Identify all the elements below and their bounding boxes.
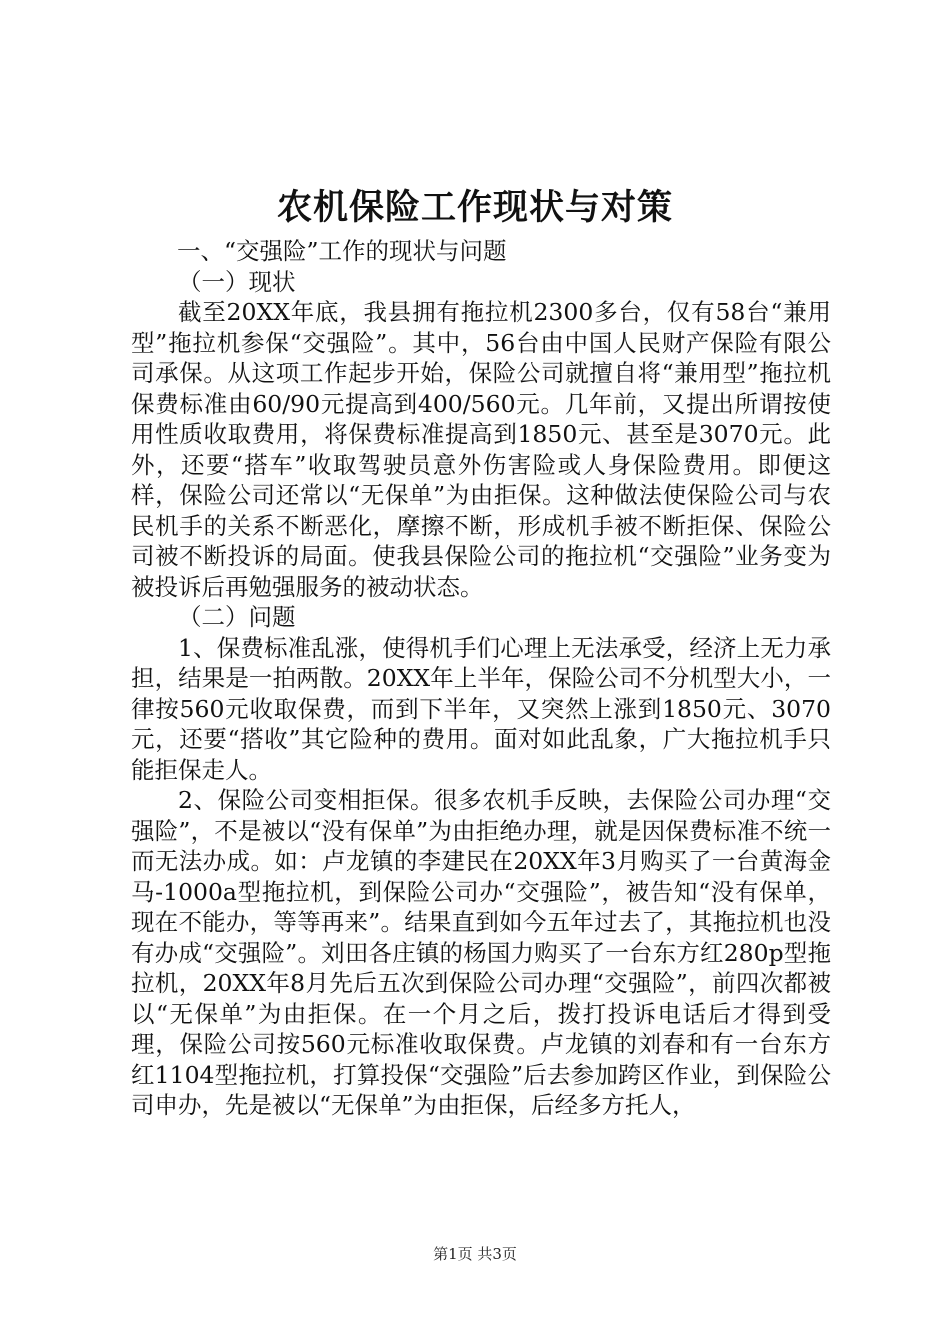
subsection-heading-status: （一）现状 bbox=[178, 267, 296, 296]
section-heading: 一、“交强险”工作的现状与问题 bbox=[177, 237, 507, 265]
document-title: 农机保险工作现状与对策 bbox=[276, 187, 673, 228]
page-footer: 第1页 共3页 bbox=[433, 1245, 517, 1263]
subsection-heading-problems: （二）问题 bbox=[178, 603, 296, 631]
status-paragraph: 截至20XX年底，我县拥有拖拉机2300多台，仅有58台“兼用型”拖拉机参保“交强险”。其中，56台由中国人民财产保险有限公司承保。从这项工作起步开始，保险公司就擅自将“兼用型”拖拉机保费标准由60/90元提高到400/560元。几年前，又提出所谓按使用性质收取费用，将保费标准提高到1850元、甚至是3070元。此外，还要“搭车”收取驾驶员意外伤害险或人身保险费用。即便这样，保险公司还常以“无保单”为由拒保。这种做法使保险公司与农民机手的关系不断恶化，摩擦不断，形成机手被不断拒保、保险公司被不断投诉的局面。使我县保险公司的拖拉机“交强险”业务变为被投诉后再勉强服务的被动状态。 bbox=[131, 298, 831, 601]
problem-paragraph-2: 2、保险公司变相拒保。很多农机手反映，去保险公司办理“交强险”，不是被以“没有保单”为由拒绝办理，就是因保费标准不统一而无法办成。如：卢龙镇的李建民在20XX年3月购买了一台黄海金马-1000a型拖拉机，到保险公司办“交强险”，被告知“没有保单，现在不能办，等等再来”。结果直到如今五年过去了，其拖拉机也没有办成“交强险”。刘田各庄镇的杨国力购买了一台东方红280p型拖拉机，20XX年8月先后五次到保险公司办理“交强险”，前四次都被以“无保单”为由拒保。在一个月之后，拨打投诉电话后才得到受理，保险公司按560元标准收取保费。卢龙镇的刘春和有一台东方红1104型拖拉机，打算投保“交强险”后去参加跨区作业，到保险公司申办，先是被以“无保单”为由拒保，后经多方托人， bbox=[131, 786, 831, 1119]
problem-paragraph-1: 1、保费标准乱涨，使得机手们心理上无法承受，经济上无力承担，结果是一拍两散。20XX年上半年，保险公司不分机型大小，一律按560元收取保费，而到下半年，又突然上涨到1850元、3070元，还要“搭收”其它险种的费用。面对如此乱象，广大拖拉机手只能拒保走人。 bbox=[131, 633, 831, 784]
document-body bbox=[131, 236, 831, 1121]
